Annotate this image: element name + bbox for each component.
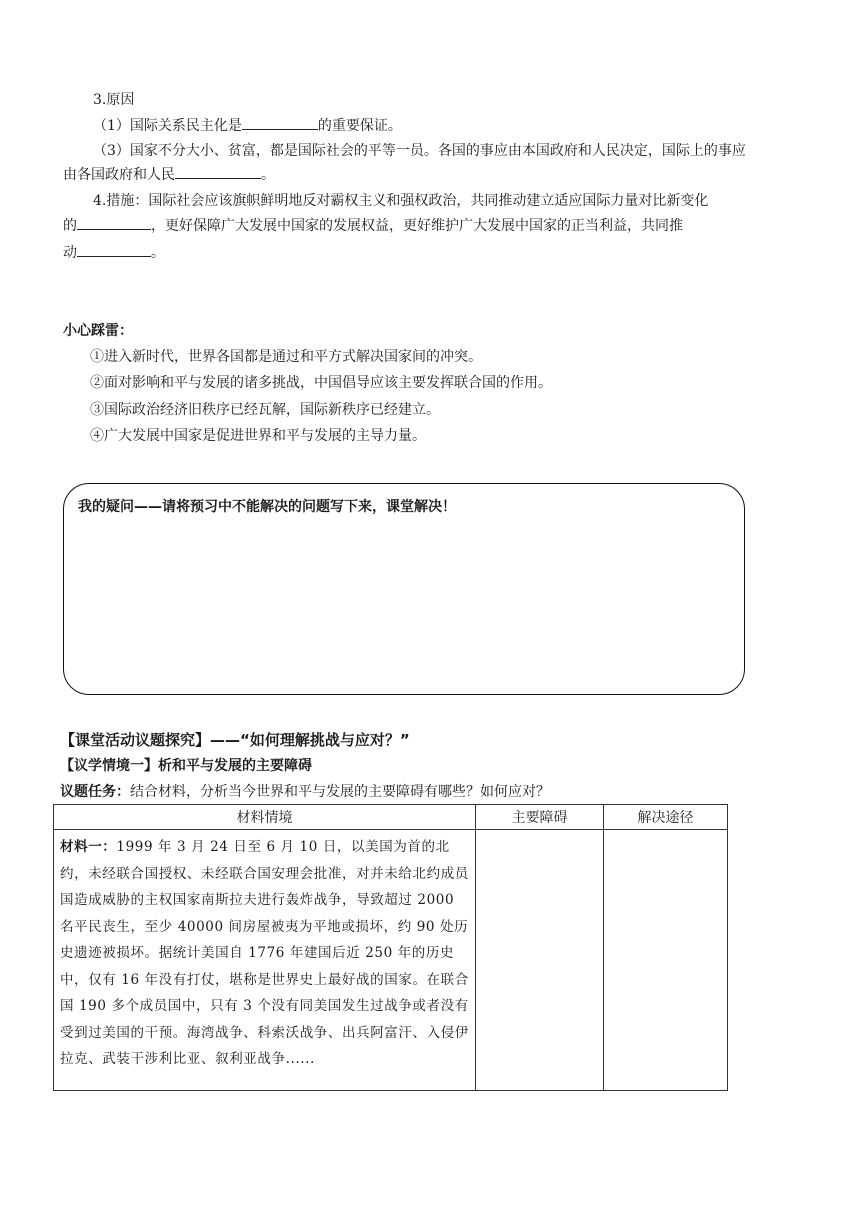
item3-text-pre: 由各国政府和人民 [63, 167, 175, 183]
activity-title: 【课堂活动议题探究】——“如何理解挑战与应对？” [60, 731, 410, 749]
material-cell [54, 830, 476, 1091]
table-header-row [54, 805, 728, 830]
section4-line3-post: 。 [151, 245, 165, 261]
section3-heading: 3.原因 [93, 92, 135, 108]
header-solution: 解决途径 [604, 805, 728, 830]
section4-line2 [63, 213, 683, 239]
solution-cell[interactable] [604, 830, 728, 1091]
section3-item1 [93, 113, 402, 139]
fill-blank-2[interactable] [175, 163, 261, 179]
section3-item3-line1: （3）国家不分大小、贫富，都是国际社会的平等一员。各国的事应由本国政府和人民决定，国际上的事应 [93, 143, 746, 159]
question-box[interactable] [63, 483, 745, 695]
caution-title: 小心踩雷： [63, 323, 133, 339]
section4-line1: 4.措施：国际社会应该旗帜鲜明地反对霸权主义和强权政治，共同推动建立适应国际力量对比新变化 [93, 193, 709, 209]
caution-item-2: ②面对影响和平与发展的诸多挑战，中国倡导应该主要发挥联合国的作用。 [90, 375, 552, 391]
analysis-table [53, 804, 728, 1091]
question-box-title: 我的疑问——请将预习中不能解决的问题写下来，课堂解决！ [78, 499, 456, 515]
section4-line2-post: ，更好保障广大发展中国家的发展权益，更好维护广大发展中国家的正当利益，共同推 [151, 218, 683, 234]
section4-line3-pre: 动 [63, 245, 77, 261]
caution-item-4: ④广大发展中国家是促进世界和平与发展的主导力量。 [90, 428, 426, 444]
scenario-title: 【议学情境一】析和平与发展的主要障碍 [60, 758, 312, 774]
header-obstacle: 主要障碍 [476, 805, 604, 830]
section3-item3-line2 [63, 162, 275, 188]
section4-line2-pre: 的 [63, 218, 77, 234]
task-label: 议题任务： [60, 784, 130, 800]
section4-line3 [63, 240, 165, 266]
task-text: 结合材料，分析当今世界和平与发展的主要障碍有哪些？如何应对？ [130, 784, 550, 800]
obstacle-cell[interactable] [476, 830, 604, 1091]
header-material: 材料情境 [54, 805, 476, 830]
item1-text-post: 的重要保证。 [317, 118, 402, 134]
fill-blank-4[interactable] [77, 241, 151, 257]
item3-text-post: 。 [261, 167, 275, 183]
fill-blank-1[interactable] [242, 114, 318, 130]
caution-item-3: ③国际政治经济旧秩序已经瓦解，国际新秩序已经建立。 [90, 402, 440, 418]
caution-item-1: ①进入新时代，世界各国都是通过和平方式解决国家间的冲突。 [90, 349, 482, 365]
material-lead: 材料一： [60, 839, 117, 855]
item1-text-pre: （1）国际关系民主化是 [93, 118, 242, 134]
table-row [54, 830, 728, 1091]
task-line [60, 781, 550, 801]
fill-blank-3[interactable] [77, 214, 151, 230]
material-text: 1999 年 3 月 24 日至 6 月 10 日，以美国为首的北约，未经联合国授权、未经联合国安理会批准，对并未给北约成员国造成威胁的主权国家南斯拉夫进行轰炸战争，导致超过 2000 名平民丧生，至少 40000 间房屋被夷为平地或损坏，约 90 处历史遗迹被损坏。据统计美国自 1776 年建国后近 250 年的历史中，仅有 16 年没有打仗，堪称是世界史上最好战的国家。在联合国 190 多个成员国中，只有 3 个没有同美国发生过战争或者没有受到过美国的干预。海湾战争、科索沃战争、出兵阿富汗、入侵伊拉克、武装干涉利比亚、叙利亚战争...... [60, 839, 469, 1067]
